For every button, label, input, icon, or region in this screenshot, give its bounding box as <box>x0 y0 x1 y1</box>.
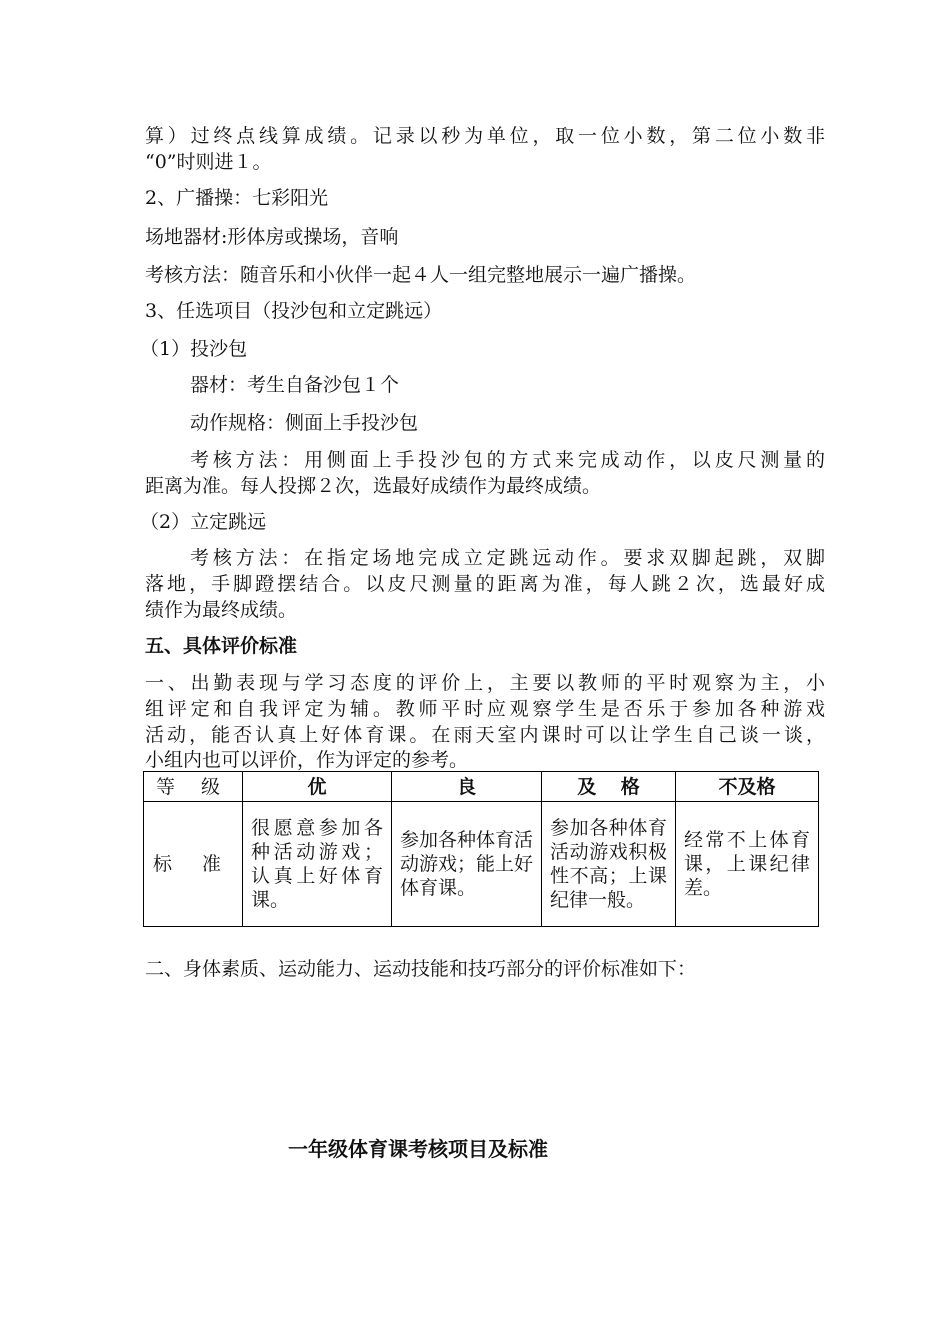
table-header-row <box>144 772 819 802</box>
paragraph-line: 算）过终点线算成绩。记录以秒为单位，取一位小数，第二位小数非 <box>145 125 825 147</box>
paragraph-line: 器材：考生自备沙包１个 <box>190 374 400 396</box>
table-cell: 参加各种体育活动游戏积极性不高；上课纪律一般。 <box>542 802 676 927</box>
table-header-cell: 优 <box>243 772 392 802</box>
table-header-cell: 等 级 <box>144 772 243 802</box>
paragraph-line: 落地，手脚蹬摆结合。以皮尺测量的距离为准，每人跳２次，选最好成 <box>145 573 825 595</box>
paragraph-line: 组评定和自我评定为辅。教师平时应观察学生是否乐于参加各种游戏 <box>145 698 825 720</box>
paragraph-line: 一、出勤表现与学习态度的评价上，主要以教师的平时观察为主，小 <box>145 672 825 694</box>
subsection-heading: （2）立定跳远 <box>140 511 267 533</box>
paragraph-line: 考核方法：用侧面上手投沙包的方式来完成动作，以皮尺测量的 <box>190 449 825 471</box>
paragraph-line: 二、身体素质、运动能力、运动技能和技巧部分的评价标准如下： <box>145 958 697 980</box>
paragraph-line: 小组内也可以评价，作为评定的参考。 <box>145 749 469 771</box>
table-cell: 经常不上体育课，上课纪律差。 <box>676 802 819 927</box>
paragraph-line: 考核方法：随音乐和小伙伴一起４人一组完整地展示一遍广播操。 <box>145 264 697 286</box>
subsection-heading: （1）投沙包 <box>140 338 248 360</box>
section-heading: 3、任选项目（投沙包和立定跳远） <box>145 300 443 322</box>
table-row-label: 标 准 <box>144 802 243 927</box>
paragraph-line: 活动，能否认真上好体育课。在雨天室内课时可以让学生自己谈一谈， <box>145 724 825 746</box>
table-row <box>144 802 819 927</box>
table-cell: 很愿意参加各种活动游戏；认真上好体育课。 <box>243 802 392 927</box>
table-header-cell: 及 格 <box>542 772 676 802</box>
paragraph-line: 距离为准。每人投掷２次，选最好成绩作为最终成绩。 <box>145 475 602 497</box>
paragraph-line: 考核方法：在指定场地完成立定跳远动作。要求双脚起跳，双脚 <box>190 547 825 569</box>
chapter-heading: 五、具体评价标准 <box>145 635 298 657</box>
section-heading: 2、广播操：七彩阳光 <box>145 187 329 209</box>
page-title: 一年级体育课考核项目及标准 <box>288 1137 548 1161</box>
paragraph-line: 动作规格：侧面上手投沙包 <box>190 412 419 434</box>
paragraph-line: “0”时则进１。 <box>145 151 272 173</box>
table-cell: 参加各种体育活动游戏；能上好体育课。 <box>392 802 542 927</box>
paragraph-line: 绩作为最终成绩。 <box>145 599 298 621</box>
table-header-cell: 良 <box>392 772 542 802</box>
paragraph-line: 场地器材:形体房或操场，音响 <box>145 226 399 248</box>
table-header-cell: 不及格 <box>676 772 819 802</box>
grading-table <box>143 771 819 927</box>
